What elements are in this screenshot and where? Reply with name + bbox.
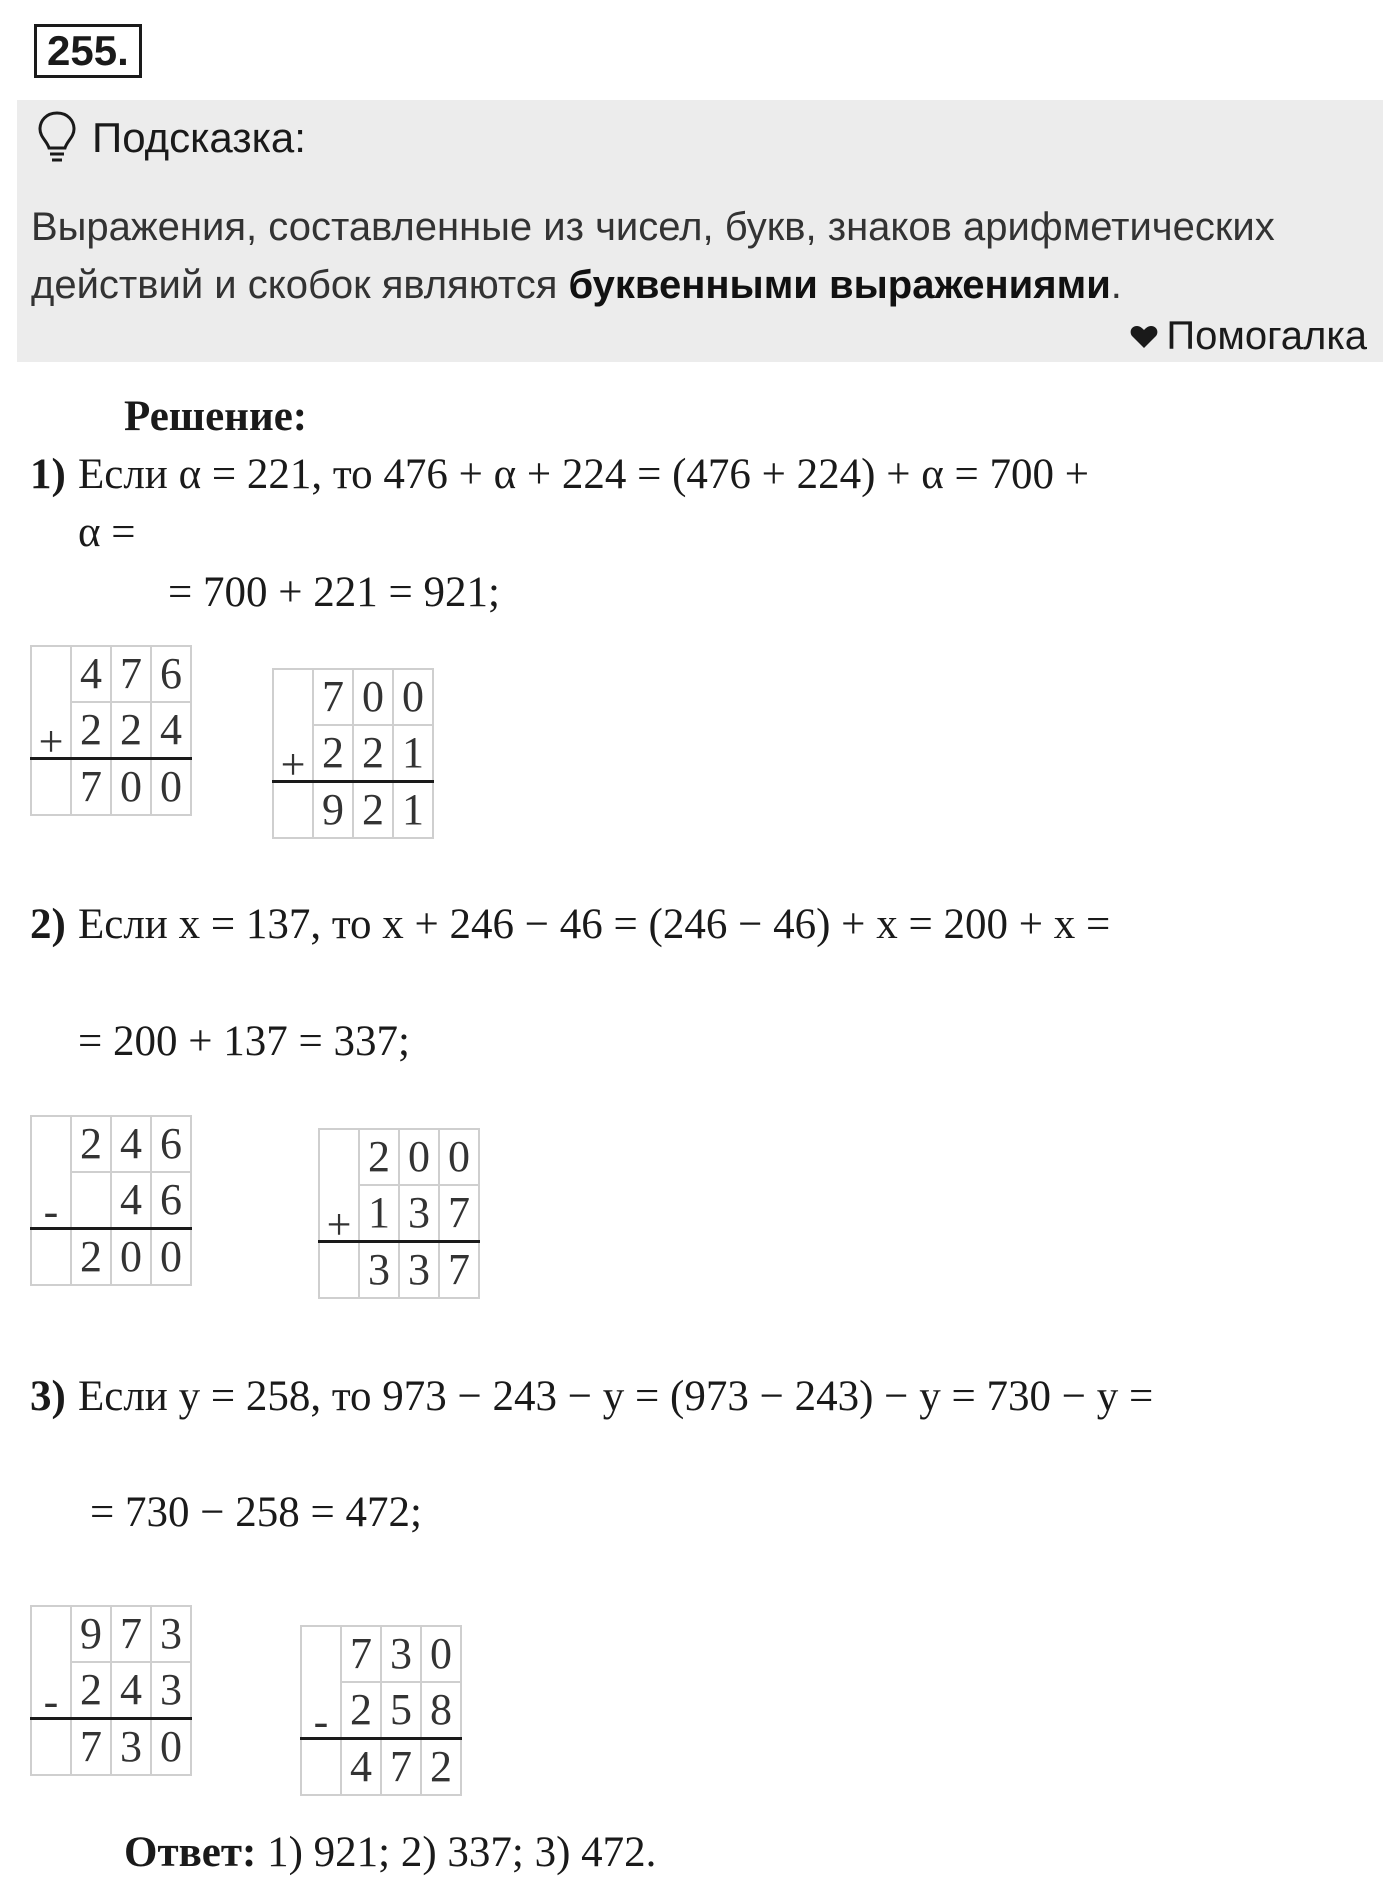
part-2-marker: 2)	[30, 901, 66, 948]
part-1-line-2: α =	[78, 509, 136, 556]
digit-cell: 1	[359, 1185, 399, 1242]
answer-label: Ответ:	[124, 1829, 257, 1876]
column-operator: +	[31, 646, 71, 759]
column-operator: -	[301, 1626, 341, 1739]
digit-cell: 2	[71, 1229, 111, 1286]
digit-cell: 0	[393, 669, 433, 725]
digit-cell: 0	[399, 1129, 439, 1185]
digit-cell: 7	[71, 1719, 111, 1776]
digit-cell: 7	[381, 1739, 421, 1796]
column-calc-5	[30, 1605, 192, 1776]
column-calc-4	[318, 1128, 480, 1299]
digit-cell: 1	[393, 782, 433, 839]
problem-number: 255.	[34, 24, 142, 78]
digit-cell	[31, 1719, 71, 1776]
hint-panel	[17, 100, 1383, 362]
part-2-line-1: Если x = 137, то x + 246 − 46 = (246 − 46) + x = 200 + x =	[78, 901, 1111, 948]
digit-cell	[31, 759, 71, 816]
digit-cell: 0	[151, 1229, 191, 1286]
digit-cell: 0	[151, 1719, 191, 1776]
digit-cell: 4	[341, 1739, 381, 1796]
solution-heading: Решение:	[124, 393, 308, 440]
digit-cell: 7	[71, 759, 111, 816]
heart-icon	[1130, 325, 1158, 349]
digit-cell: 0	[439, 1129, 479, 1185]
part-2-line-2: = 200 + 137 = 337;	[78, 1018, 410, 1065]
digit-cell: 4	[111, 1662, 151, 1719]
digit-cell: 3	[359, 1242, 399, 1299]
digit-cell: 6	[151, 1172, 191, 1229]
digit-cell: 4	[71, 646, 111, 702]
digit-cell: 2	[71, 1116, 111, 1172]
digit-cell: 7	[111, 646, 151, 702]
part-3-marker: 3)	[30, 1373, 66, 1420]
part-3-line-2: = 730 − 258 = 472;	[90, 1489, 422, 1536]
part-1-line-1: Если α = 221, то 476 + α + 224 = (476 + 224) + α = 700 +	[78, 451, 1090, 498]
answer-text: 1) 921; 2) 337; 3) 472.	[267, 1829, 657, 1876]
answer-line	[124, 1828, 656, 1877]
digit-cell: 0	[421, 1626, 461, 1682]
digit-cell	[319, 1242, 359, 1299]
digit-cell: 0	[151, 759, 191, 816]
digit-cell: 3	[151, 1662, 191, 1719]
digit-cell: 7	[439, 1185, 479, 1242]
lightbulb-icon	[37, 110, 77, 166]
digit-cell	[71, 1172, 111, 1229]
digit-cell: 3	[399, 1185, 439, 1242]
digit-cell: 7	[313, 669, 353, 725]
column-calc-2	[272, 668, 434, 839]
column-calc-3	[30, 1115, 192, 1286]
digit-cell: 3	[381, 1626, 421, 1682]
digit-cell: 7	[111, 1606, 151, 1662]
column-operator: -	[31, 1116, 71, 1229]
digit-cell: 3	[111, 1719, 151, 1776]
digit-cell: 2	[71, 1662, 111, 1719]
part-1-line-3: = 700 + 221 = 921;	[168, 569, 500, 616]
digit-cell: 6	[151, 646, 191, 702]
digit-cell: 9	[71, 1606, 111, 1662]
brand-label: Помогалка	[1130, 314, 1367, 359]
digit-cell: 2	[353, 725, 393, 782]
hint-text: Выражения, составленные из чисел, букв, знаков арифметических действий и скобок являются буквенными выражениями.	[31, 205, 1275, 307]
digit-cell	[273, 782, 313, 839]
digit-cell: 0	[111, 759, 151, 816]
part-3-line-1: Если y = 258, то 973 − 243 − y = (973 − 243) − y = 730 − y =	[78, 1373, 1154, 1420]
digit-cell: 8	[421, 1682, 461, 1739]
digit-cell: 2	[111, 702, 151, 759]
digit-cell: 5	[381, 1682, 421, 1739]
digit-cell	[301, 1739, 341, 1796]
column-operator: +	[319, 1129, 359, 1242]
digit-cell: 9	[313, 782, 353, 839]
digit-cell: 6	[151, 1116, 191, 1172]
digit-cell: 4	[151, 702, 191, 759]
digit-cell: 2	[353, 782, 393, 839]
column-calc-6	[300, 1625, 462, 1796]
part-1-marker: 1)	[30, 451, 66, 498]
column-operator: -	[31, 1606, 71, 1719]
digit-cell: 4	[111, 1116, 151, 1172]
hint-title: Подсказка:	[92, 114, 306, 161]
digit-cell: 7	[341, 1626, 381, 1682]
column-calc-1	[30, 645, 192, 816]
digit-cell: 0	[111, 1229, 151, 1286]
digit-cell: 2	[421, 1739, 461, 1796]
column-operator: +	[273, 669, 313, 782]
digit-cell	[31, 1229, 71, 1286]
digit-cell: 0	[353, 669, 393, 725]
digit-cell: 3	[399, 1242, 439, 1299]
digit-cell: 1	[393, 725, 433, 782]
digit-cell: 2	[359, 1129, 399, 1185]
digit-cell: 2	[341, 1682, 381, 1739]
digit-cell: 2	[71, 702, 111, 759]
digit-cell: 7	[439, 1242, 479, 1299]
digit-cell: 2	[313, 725, 353, 782]
digit-cell: 4	[111, 1172, 151, 1229]
digit-cell: 3	[151, 1606, 191, 1662]
